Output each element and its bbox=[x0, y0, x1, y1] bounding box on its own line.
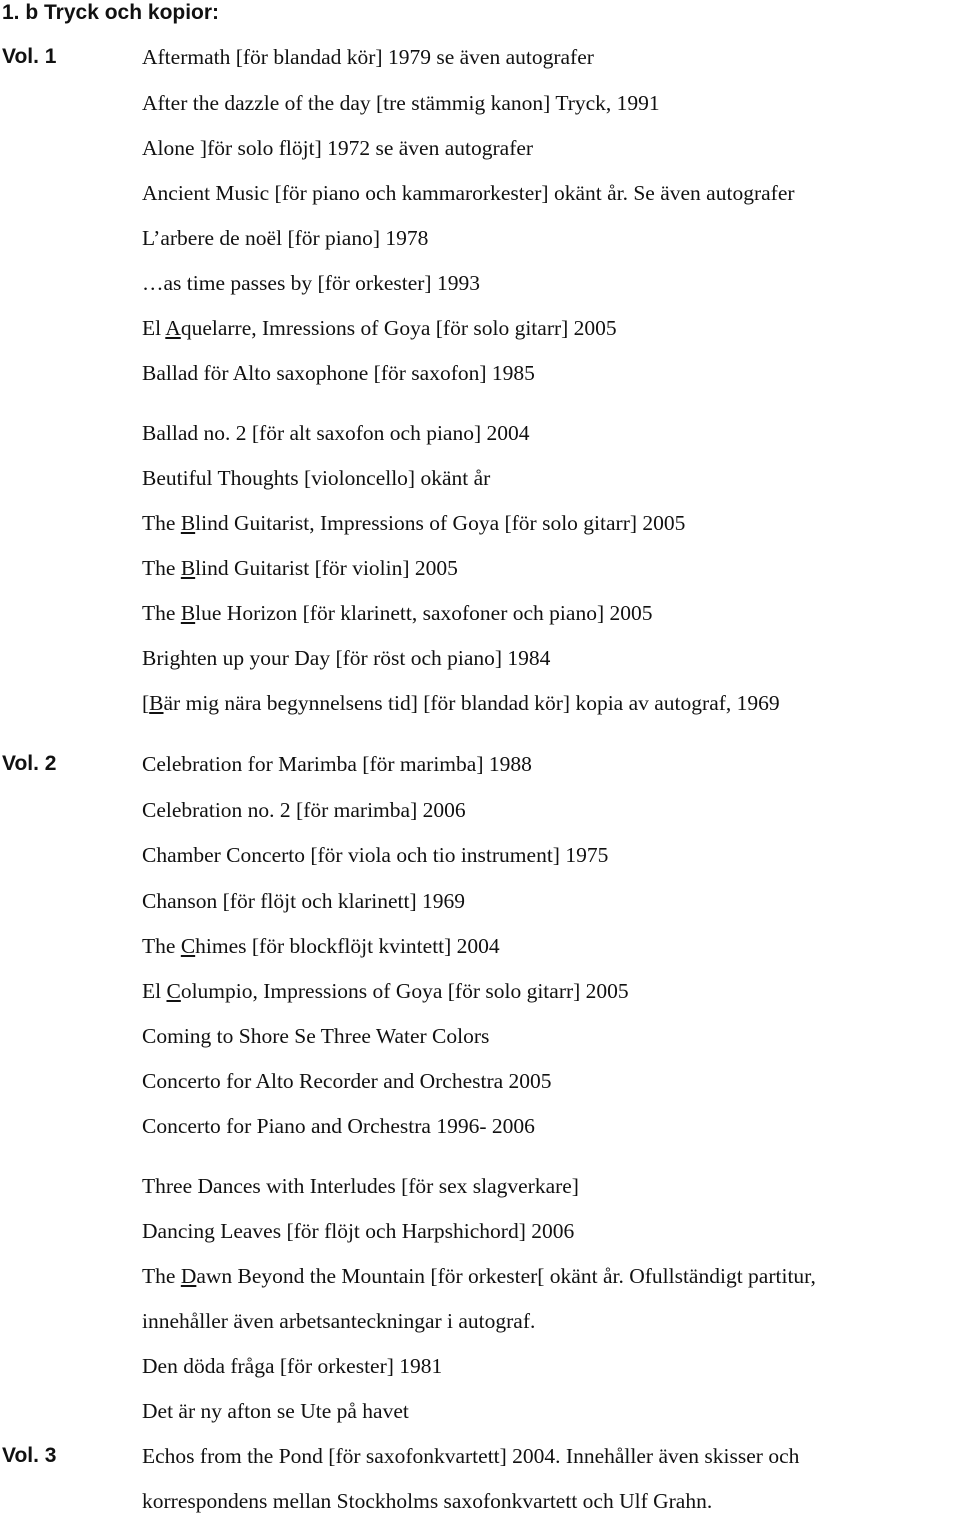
underlined-letter: B bbox=[149, 691, 164, 715]
entry-text: Det är ny afton se Ute på havet bbox=[142, 1399, 409, 1423]
entry-text: Beutiful Thoughts [violoncello] okänt år bbox=[142, 466, 491, 490]
volume-label: Vol. 1 bbox=[2, 45, 57, 68]
entry-line bbox=[142, 510, 685, 536]
entry-line bbox=[142, 225, 428, 251]
entry-text: [ bbox=[142, 691, 150, 715]
entry-line bbox=[142, 1353, 442, 1379]
entry-line bbox=[142, 135, 533, 161]
entry-text: After the dazzle of the day [tre stämmig kanon] Tryck, 1991 bbox=[142, 91, 660, 115]
entry-text: Concerto for Alto Recorder and Orchestra 2005 bbox=[142, 1069, 552, 1093]
entry-line bbox=[142, 1113, 535, 1139]
entry-text: korrespondens mellan Stockholms saxofonkvartett och Ulf Grahn. bbox=[142, 1489, 713, 1513]
entry-text: The bbox=[142, 1264, 181, 1288]
entry-text: lind Guitarist [för violin] 2005 bbox=[195, 556, 458, 580]
entry-text: Aftermath [för blandad kör] 1979 se även autografer bbox=[142, 45, 594, 69]
entry-text: Three Dances with Interludes [för sex slagverkare] bbox=[142, 1174, 579, 1198]
entry-text: Ancient Music [för piano och kammarorkester] okänt år. Se även autografer bbox=[142, 181, 795, 205]
entry-text: Celebration for Marimba [för marimba] 1988 bbox=[142, 752, 532, 776]
entry-line bbox=[142, 842, 608, 868]
entry-line bbox=[142, 751, 532, 777]
entry-line bbox=[142, 44, 594, 70]
entry-text: El bbox=[142, 316, 166, 340]
entry-line bbox=[142, 1023, 489, 1049]
entry-text: Coming to Shore Se Three Water Colors bbox=[142, 1024, 490, 1048]
entry-text: Chanson [för flöjt och klarinett] 1969 bbox=[142, 889, 466, 913]
volume-label: Vol. 3 bbox=[2, 1444, 57, 1467]
entry-line bbox=[142, 1398, 409, 1424]
entry-text: Den döda fråga [för orkester] 1981 bbox=[142, 1354, 443, 1378]
entry-text: awn Beyond the Mountain [för orkester[ okänt år. Ofullständigt partitur, bbox=[196, 1264, 816, 1288]
entry-line bbox=[142, 90, 660, 116]
entry-line bbox=[142, 465, 490, 491]
underlined-letter: B bbox=[180, 511, 196, 535]
entry-line bbox=[142, 1488, 712, 1514]
entry-line bbox=[142, 1068, 552, 1094]
entry-line bbox=[142, 1443, 799, 1469]
entry-text: Chamber Concerto [för viola och tio instrument] 1975 bbox=[142, 843, 609, 867]
entry-text: Brighten up your Day [för röst och piano] 1984 bbox=[142, 646, 551, 670]
entry-line bbox=[142, 600, 652, 626]
entry-text: innehåller även arbetsanteckningar i autograf. bbox=[142, 1309, 536, 1333]
entry-line bbox=[142, 360, 535, 386]
entry-line bbox=[142, 1263, 816, 1289]
entry-text: The bbox=[142, 601, 181, 625]
entry-text: The bbox=[142, 934, 181, 958]
entry-line bbox=[142, 690, 780, 716]
entry-text: lind Guitarist, Impressions of Goya [för solo gitarr] 2005 bbox=[195, 511, 686, 535]
entry-text: …as time passes by [för orkester] 1993 bbox=[142, 271, 480, 295]
entry-text: är mig nära begynnelsens tid] [för blandad kör] kopia av autograf, 1969 bbox=[163, 691, 780, 715]
entry-text: Alone ]för solo flöjt] 1972 se även autografer bbox=[142, 136, 534, 160]
underlined-letter: A bbox=[165, 316, 181, 340]
entry-line bbox=[142, 1308, 535, 1334]
underlined-letter: C bbox=[180, 934, 196, 958]
entry-text: himes [för blockflöjt kvintett] 2004 bbox=[195, 934, 500, 958]
entry-text: Dancing Leaves [för flöjt och Harpshichord] 2006 bbox=[142, 1219, 575, 1243]
entry-text: The bbox=[142, 511, 181, 535]
entry-text: Concerto for Piano and Orchestra 1996- 2006 bbox=[142, 1114, 535, 1138]
entry-line bbox=[142, 645, 550, 671]
entry-line bbox=[142, 933, 500, 959]
entry-text: lue Horizon [för klarinett, saxofoner och piano] 2005 bbox=[195, 601, 653, 625]
entry-line bbox=[142, 1218, 574, 1244]
underlined-letter: D bbox=[180, 1264, 197, 1288]
volume-label: Vol. 2 bbox=[2, 752, 57, 775]
entry-text: El bbox=[142, 979, 167, 1003]
entry-line bbox=[142, 180, 795, 206]
entry-text: The bbox=[142, 556, 181, 580]
entry-text: L’arbere de noël [för piano] 1978 bbox=[142, 226, 429, 250]
entry-text: Echos from the Pond [för saxofonkvartett] 2004. Innehåller även skisser och bbox=[142, 1444, 800, 1468]
underlined-letter: B bbox=[180, 601, 196, 625]
entry-line bbox=[142, 888, 465, 914]
entry-text: olumpio, Impressions of Goya [för solo gitarr] 2005 bbox=[180, 979, 629, 1003]
entry-line bbox=[142, 270, 480, 296]
entry-line bbox=[142, 420, 530, 446]
entry-line bbox=[142, 315, 617, 341]
underlined-letter: B bbox=[180, 556, 196, 580]
entry-line bbox=[142, 978, 629, 1004]
entry-text: quelarre, Imressions of Goya [för solo gitarr] 2005 bbox=[180, 316, 617, 340]
entry-line bbox=[142, 555, 458, 581]
entry-line bbox=[142, 1173, 579, 1199]
entry-text: Celebration no. 2 [för marimba] 2006 bbox=[142, 798, 466, 822]
entry-text: Ballad för Alto saxophone [för saxofon] 1985 bbox=[142, 361, 535, 385]
underlined-letter: C bbox=[166, 979, 181, 1003]
section-heading: 1. b Tryck och kopior: bbox=[2, 1, 220, 24]
entry-line bbox=[142, 797, 466, 823]
entry-text: Ballad no. 2 [för alt saxofon och piano] 2004 bbox=[142, 421, 530, 445]
